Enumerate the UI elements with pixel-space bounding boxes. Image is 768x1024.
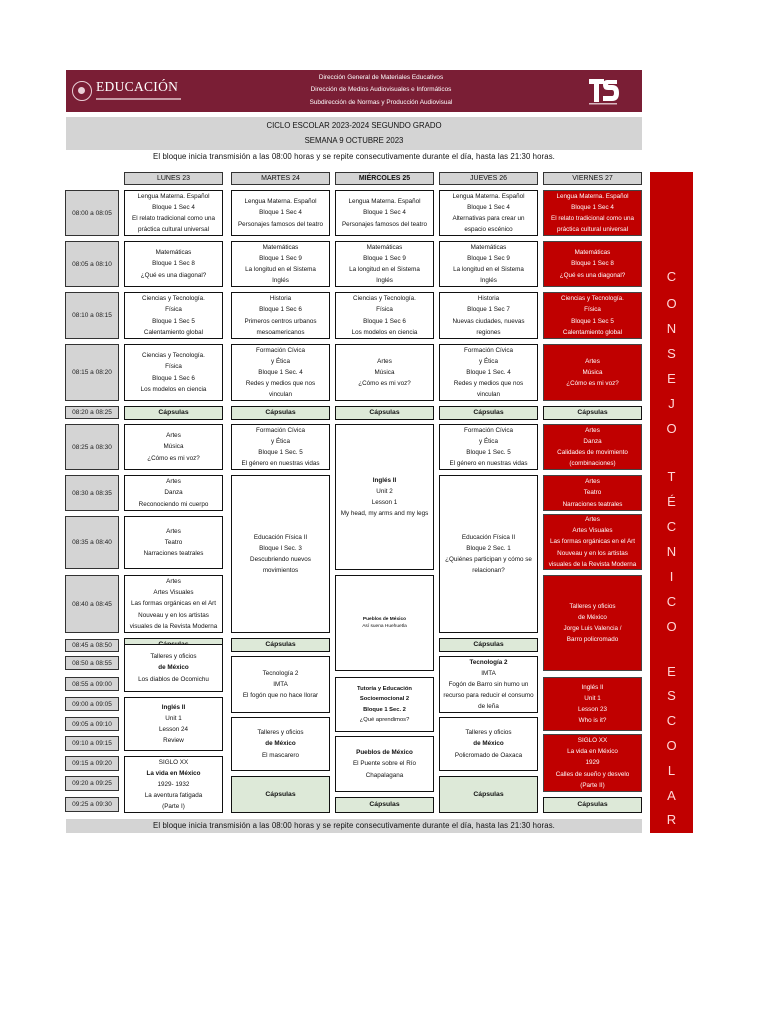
program-cell: Inglés II Unit 2 Lesson 1 My head, my arms and my legs bbox=[335, 424, 434, 570]
time-slot: 09:25 a 09:30 bbox=[65, 797, 119, 812]
program-cell: Ciencias y Tecnología. Física Bloque 1 Sec 6 Los modelos en ciencia bbox=[335, 292, 434, 339]
header-line: Dirección de Medios Audiovisuales e Informáticos bbox=[310, 86, 452, 94]
program-cell-red: Artes Artes Visuales Las formas orgánicas en el Art Nouveau y en los artistas visuales de la Revista Moderna bbox=[543, 514, 642, 570]
day-header-friday: VIERNES 27 bbox=[543, 172, 642, 185]
banner-letter: O bbox=[666, 421, 677, 436]
program-cell: Lengua Materna. Español Bloque 1 Sec 4 Personajes famosos del teatro bbox=[335, 190, 434, 236]
program-cell: Tecnología 2 IMTA Fogón de Barro sin humo un recurso para reducir el consumo de leña bbox=[439, 656, 538, 713]
program-cell: Formación Cívica y Ética Bloque 1 Sec. 5 El género en nuestras vidas bbox=[231, 424, 330, 470]
banner-letter: O bbox=[666, 619, 677, 634]
program-cell: Artes Danza Reconociendo mi cuerpo bbox=[124, 475, 223, 511]
capsulas-cell: Cápsulas bbox=[439, 406, 538, 420]
header-banner bbox=[66, 70, 642, 112]
time-slot: 08:05 a 08:10 bbox=[65, 241, 119, 287]
program-cell: Formación Cívica y Ética Bloque 1 Sec. 4 Redes y medios que nos vinculan bbox=[231, 344, 330, 401]
educacion-logo bbox=[72, 78, 182, 106]
program-cell-red: Artes Teatro Narraciones teatrales bbox=[543, 475, 642, 511]
banner-letter: É bbox=[667, 494, 676, 509]
program-cell: Historia Bloque 1 Sec 6 Primeros centros urbanos mesoamericanos bbox=[231, 292, 330, 339]
program-cell: Lengua Materna. Español Bloque 1 Sec 4 Alternativas para crear un espacio escénico bbox=[439, 190, 538, 236]
program-cell: Ciencias y Tecnología. Física Bloque 1 Sec 5 Calentamiento global bbox=[124, 292, 223, 339]
time-slot: 08:20 a 08:25 bbox=[65, 406, 119, 419]
header-line: Subdirección de Normas y Producción Audiovisual bbox=[309, 98, 453, 106]
banner-letter: A bbox=[667, 788, 676, 803]
capsulas-cell: Cápsulas bbox=[231, 776, 330, 813]
program-cell: Ciencias y Tecnología. Física Bloque 1 Sec 6 Los modelos en ciencia bbox=[124, 344, 223, 401]
program-cell-red: Artes Danza Calidades de movimiento (combinaciones) bbox=[543, 424, 642, 470]
program-cell: Tecnología 2 IMTA El fogón que no hace llorar bbox=[231, 656, 330, 713]
banner-letter: N bbox=[666, 321, 677, 336]
time-slot: 08:45 a 08:50 bbox=[65, 639, 119, 652]
time-slot: 08:35 a 08:40 bbox=[65, 516, 119, 569]
time-slot: 09:05 a 09:10 bbox=[65, 717, 119, 731]
program-cell: Tutoría y Educación Socioemocional 2 Bloque 1 Sec. 2 ¿Qué aprendimos? bbox=[335, 677, 434, 732]
program-cell: Talleres y oficios de México El mascarero bbox=[231, 717, 330, 771]
week-title: SEMANA 9 OCTUBRE 2023 bbox=[304, 136, 404, 145]
program-cell: Educación Física II Bloque 2 Sec. 1 ¿Quiénes participan y cómo se relacionan? bbox=[439, 475, 538, 633]
program-cell: Matemáticas Bloque 1 Sec 8 ¿Qué es una diagonal? bbox=[124, 241, 223, 287]
banner-letter: L bbox=[667, 763, 676, 778]
time-slot: 08:10 a 08:15 bbox=[65, 292, 119, 339]
emblem-icon bbox=[72, 81, 92, 101]
banner-letter: N bbox=[666, 544, 677, 559]
time-slot: 09:15 a 09:20 bbox=[65, 756, 119, 771]
time-slot: 08:15 a 08:20 bbox=[65, 344, 119, 401]
program-cell: Talleres y oficios de México Los diablos de Ocomichu bbox=[124, 644, 223, 692]
banner-letter: I bbox=[669, 569, 674, 584]
program-cell-red: Artes Música ¿Cómo es mi voz? bbox=[543, 344, 642, 401]
banner-letter: C bbox=[666, 594, 677, 609]
program-cell-red: Ciencias y Tecnología. Física Bloque 1 Sec 5 Calentamiento global bbox=[543, 292, 642, 339]
banner-letter: E bbox=[667, 371, 676, 386]
day-header-wednesday: MIÉRCOLES 25 bbox=[335, 172, 434, 185]
program-cell: Talleres y oficios de México Policromado de Oaxaca bbox=[439, 717, 538, 771]
title-box bbox=[66, 117, 642, 150]
logo-text: EDUCACIÓN bbox=[96, 79, 179, 94]
banner-letter: S bbox=[667, 346, 676, 361]
program-cell: Artes Música ¿Cómo es mi voz? bbox=[124, 424, 223, 470]
cycle-title: CICLO ESCOLAR 2023-2024 SEGUNDO GRADO bbox=[266, 121, 442, 130]
program-cell: Artes Teatro Narraciones teatrales bbox=[124, 516, 223, 569]
banner-letter: C bbox=[666, 269, 677, 284]
capsulas-cell: Cápsulas bbox=[124, 406, 223, 420]
program-cell: Educación Física II Bloque I Sec. 3 Descubriendo nuevos movimientos bbox=[231, 475, 330, 633]
day-header-tuesday: MARTES 24 bbox=[231, 172, 330, 185]
logo-subline bbox=[96, 98, 181, 100]
time-slot: 09:20 a 09:25 bbox=[65, 776, 119, 791]
time-slot: 09:00 a 09:05 bbox=[65, 697, 119, 711]
banner-letter: C bbox=[666, 519, 677, 534]
program-cell-red: Inglés II Unit 1 Lesson 23 Who is it? bbox=[543, 677, 642, 731]
program-cell: Artes Música ¿Cómo es mi voz? bbox=[335, 344, 434, 401]
capsulas-cell: Cápsulas bbox=[439, 776, 538, 813]
time-slot: 08:40 a 08:45 bbox=[65, 575, 119, 633]
time-slot: 08:00 a 08:05 bbox=[65, 190, 119, 236]
banner-letter: J bbox=[668, 396, 675, 411]
header-lines bbox=[216, 72, 546, 109]
header-line: Dirección General de Materiales Educativos bbox=[318, 74, 444, 81]
transmission-note-top: El bloque inicia transmisión a las 08:00 horas y se repite consecutivamente durante el día, hasta las 21:30 horas. bbox=[153, 152, 555, 161]
program-cell-red: Matemáticas Bloque 1 Sec 8 ¿Qué es una diagonal? bbox=[543, 241, 642, 287]
program-cell: Pueblos de México El Puente sobre el Río Chapalagana bbox=[335, 736, 434, 792]
capsulas-cell: Cápsulas bbox=[335, 406, 434, 420]
program-cell: Matemáticas Bloque 1 Sec 9 La longitud en el Sistema Inglés bbox=[335, 241, 434, 287]
time-slot: 08:55 a 09:00 bbox=[65, 677, 119, 691]
capsulas-cell: Cápsulas bbox=[231, 406, 330, 420]
ts-logo-icon bbox=[584, 74, 622, 108]
time-slot: 08:50 a 08:55 bbox=[65, 656, 119, 670]
day-header-monday: LUNES 23 bbox=[124, 172, 223, 185]
consejo-tecnico-banner bbox=[650, 172, 693, 833]
capsulas-cell: Cápsulas bbox=[543, 406, 642, 420]
program-cell-red: Talleres y oficios de México Jorge Luis Valencia / Barro policromado bbox=[543, 575, 642, 671]
time-slot: 08:30 a 08:35 bbox=[65, 475, 119, 511]
transmission-note-bottom: El bloque inicia transmisión a las 08:00 horas y se repite consecutivamente durante el día, hasta las 21:30 horas. bbox=[66, 819, 642, 833]
day-header-thursday: JUEVES 26 bbox=[439, 172, 538, 185]
banner-letter: R bbox=[666, 812, 677, 827]
program-cell: Historia Bloque 1 Sec 7 Nuevas ciudades, nuevas regiones bbox=[439, 292, 538, 339]
banner-letter: T bbox=[667, 469, 676, 484]
program-cell: Inglés II Unit 1 Lesson 24 Review bbox=[124, 697, 223, 751]
program-cell: Formación Cívica y Ética Bloque 1 Sec. 5 El género en nuestras vidas bbox=[439, 424, 538, 470]
program-cell: Formación Cívica y Ética Bloque 1 Sec. 4 Redes y medios que nos vinculan bbox=[439, 344, 538, 401]
program-cell: Lengua Materna. Español Bloque 1 Sec 4 El relato tradicional como una práctica cultural universal bbox=[124, 190, 223, 236]
time-slot: 08:25 a 08:30 bbox=[65, 424, 119, 470]
banner-letter: O bbox=[666, 738, 677, 753]
program-cell: Pueblos de México Así suena Huehuetla bbox=[335, 575, 434, 671]
program-cell: Matemáticas Bloque 1 Sec 9 La longitud en el Sistema Inglés bbox=[439, 241, 538, 287]
banner-letter: E bbox=[667, 664, 676, 679]
banner-letter: S bbox=[667, 688, 676, 703]
program-cell: Matemáticas Bloque 1 Sec 9 La longitud en el Sistema Inglés bbox=[231, 241, 330, 287]
program-cell: Artes Artes Visuales Las formas orgánicas en el Art Nouveau y en los artistas visuales de la Revista Moderna bbox=[124, 575, 223, 633]
banner-letter: O bbox=[666, 296, 677, 311]
banner-letter: C bbox=[666, 713, 677, 728]
program-cell: Lengua Materna. Español Bloque 1 Sec 4 Personajes famosos del teatro bbox=[231, 190, 330, 236]
capsulas-cell: Cápsulas bbox=[335, 797, 434, 813]
program-cell-red: SIGLO XX La vida en México 1929 Calles de sueño y desvelo (Parte II) bbox=[543, 734, 642, 792]
program-cell-red: Lengua Materna. Español Bloque 1 Sec 4 El relato tradicional como una práctica cultural universal bbox=[543, 190, 642, 236]
program-cell: SIGLO XX La vida en México 1929- 1932 La aventura fatigada (Parte I) bbox=[124, 756, 223, 813]
time-slot: 09:10 a 09:15 bbox=[65, 736, 119, 751]
capsulas-cell: Cápsulas bbox=[439, 638, 538, 652]
capsulas-cell: Cápsulas bbox=[543, 797, 642, 813]
capsulas-cell: Cápsulas bbox=[231, 638, 330, 652]
